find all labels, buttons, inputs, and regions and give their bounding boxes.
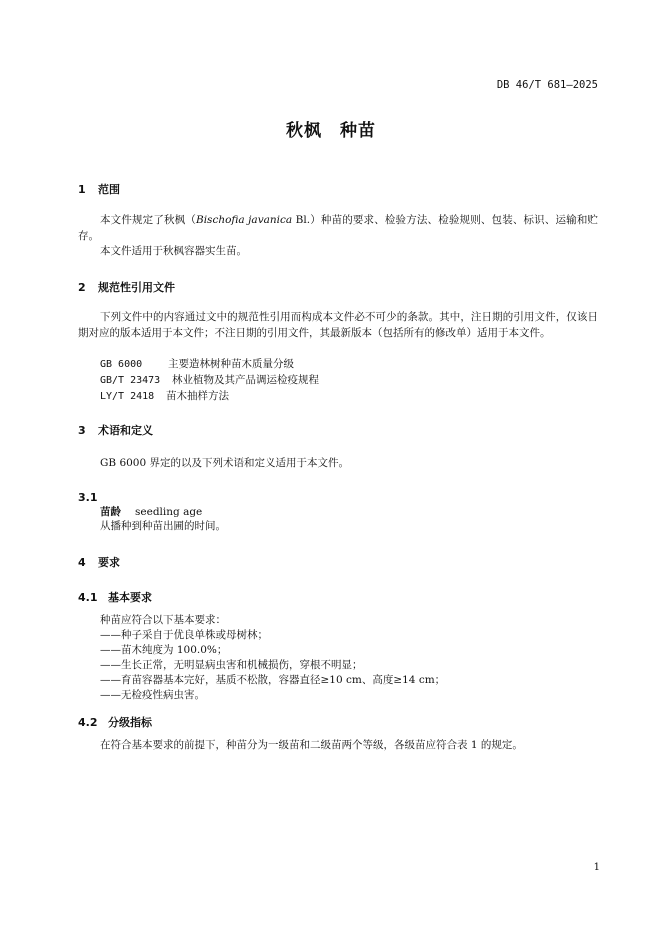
section-title: 范围 <box>98 183 120 196</box>
latin-name: Bischofia javanica <box>195 214 293 226</box>
scope-paragraph-1 <box>78 213 598 244</box>
reference-title: 主要造林树种苗木质量分级 <box>168 358 294 370</box>
subsection-number: 4.2 <box>78 716 98 729</box>
subsection-title: 分级指标 <box>108 716 152 729</box>
requirement-item: ——种子采自于优良单株或母树林； <box>100 629 268 641</box>
scope-paragraph-2: 本文件适用于秋枫容器实生苗。 <box>100 245 247 257</box>
section-2-heading <box>78 279 175 295</box>
reference-code: LY/T 2418 <box>100 391 155 402</box>
reference-title: 苗木抽样方法 <box>166 390 229 402</box>
document-id: DB 46/T 681—2025 <box>496 79 598 91</box>
subsection-number: 4.1 <box>78 591 98 604</box>
reference-code: GB/T 23473 <box>100 375 161 386</box>
section-title: 术语和定义 <box>98 424 153 437</box>
requirement-item: ——育苗容器基本完好，基质不松散，容器直径≥10 cm、高度≥14 cm； <box>100 674 446 686</box>
document-title: 秋枫 种苗 <box>286 121 376 141</box>
term-english: seedling age <box>135 506 203 518</box>
section-3-heading <box>78 422 153 438</box>
reference-item <box>100 373 319 389</box>
page-number: 1 <box>593 862 600 873</box>
section-number: 4 <box>78 556 86 569</box>
term-definition: 从播种到种苗出圃的时间。 <box>100 520 226 532</box>
requirement-item: ——无检疫性病虫害。 <box>100 689 205 701</box>
section-1-heading <box>78 181 120 197</box>
reference-item <box>100 389 229 405</box>
scope-text: 本文件规定了秋枫（ <box>100 214 196 226</box>
subsection-4-2-heading <box>78 714 152 730</box>
scope-text-cont: Bl.）种苗的要求、检验方法、检验规则、包装、标识、运输和贮存。 <box>78 214 599 242</box>
grading-paragraph: 在符合基本要求的前提下，种苗分为一级苗和二级苗两个等级，各级苗应符合表 1 的规定。 <box>100 739 523 751</box>
requirement-item: ——苗木纯度为 100.0%； <box>100 644 228 656</box>
reference-item <box>100 357 294 373</box>
requirement-item: ——生长正常，无明显病虫害和机械损伤，穿根不明显； <box>100 659 363 671</box>
reference-code: GB 6000 <box>100 359 143 370</box>
terms-intro-paragraph: GB 6000 界定的以及下列术语和定义适用于本文件。 <box>100 457 349 469</box>
term-number: 3.1 <box>78 491 98 504</box>
section-title: 要求 <box>98 556 120 569</box>
requirements-intro: 种苗应符合以下基本要求： <box>100 614 226 626</box>
section-number: 2 <box>78 281 86 294</box>
section-title: 规范性引用文件 <box>98 281 175 294</box>
section-4-heading <box>78 554 120 570</box>
subsection-4-1-heading <box>78 589 152 605</box>
subsection-title: 基本要求 <box>108 591 152 604</box>
references-intro-paragraph: 下列文件中的内容通过文中的规范性引用而构成本文件必不可少的条款。其中，注日期的引用文件，仅该日期对应的版本适用于本文件；不注日期的引用文件，其最新版本（包括所有的修改单）适用于本文件。 <box>78 311 598 339</box>
reference-title: 林业植物及其产品调运检疫规程 <box>172 374 319 386</box>
section-number: 1 <box>78 183 86 196</box>
section-number: 3 <box>78 424 86 437</box>
term-chinese: 苗龄 <box>100 506 121 518</box>
